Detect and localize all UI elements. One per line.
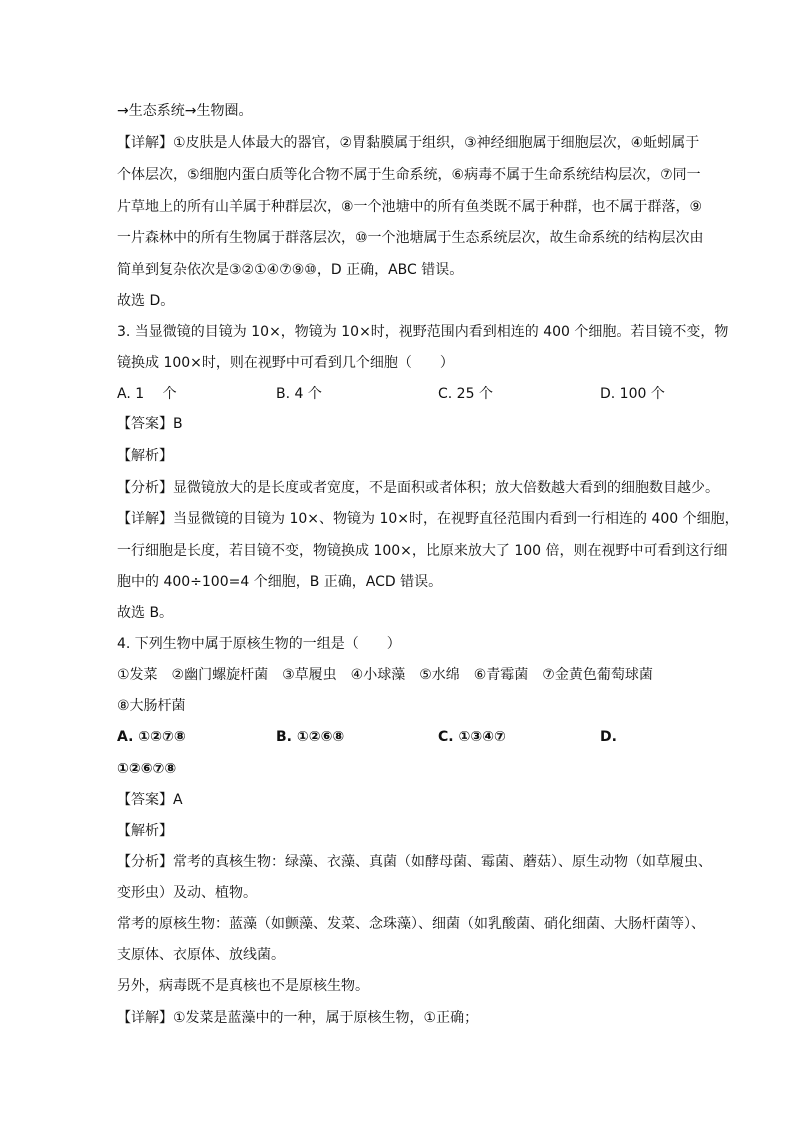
question-3-stem: 3. 当显微镜的目镜为 10×，物镜为 10×时，视野范围内看到相连的 400 个细胞。若目镜不变，物 — [117, 324, 729, 340]
answer-label: 【答案】B — [117, 416, 183, 432]
explanation-line: 片草地上的所有山羊属于种群层次，⑧一个池塘中的所有鱼类既不属于种群，也不属于群落，⑨ — [117, 199, 703, 215]
explanation-line: 个体层次，⑤细胞内蛋白质等化合物不属于生命系统，⑥病毒不属于生命系统结构层次，⑦同一 — [117, 167, 701, 183]
explanation-line: 【详解】①发菜是蓝藻中的一种，属于原核生物，①正确； — [117, 1010, 479, 1026]
analysis-text: 【分析】常考的真核生物：绿藻、衣藻、真菌（如酵母菌、霉菌、蘑菇）、原生动物（如草履虫、 — [117, 854, 712, 870]
q4-option-b: B. ①②⑥⑧ — [276, 729, 345, 745]
question-4-stem: 4. 下列生物中属于原核生物的一组是（ ） — [117, 636, 401, 652]
paragraph-line: →生态系统→生物圈。 — [117, 103, 253, 119]
selection-line: 故选 D。 — [117, 293, 175, 309]
question-3-stem: 镜换成 100×时，则在视野中可看到几个细胞（ ） — [117, 355, 454, 371]
explanation-line: 【详解】当显微镜的目镜为 10×、物镜为 10×时，在视野直径范围内看到一行相连的 400 个细胞， — [117, 511, 739, 527]
explanation-line: 胞中的 400÷100=4 个细胞，B 正确，ACD 错误。 — [117, 574, 443, 590]
analysis-text: 另外，病毒既不是真核也不是原核生物。 — [117, 978, 369, 994]
q3-option-c: C. 25 个 — [438, 386, 493, 402]
analysis-text: 支原体、衣原体、放线菌。 — [117, 947, 285, 963]
analysis-heading: 【解析】 — [117, 448, 173, 464]
q3-option-a: A. 1 个 — [117, 386, 177, 402]
analysis-text: 常考的原核生物：蓝藻（如颤藻、发菜、念珠藻）、细菌（如乳酸菌、硝化细菌、大肠杆菌等）、 — [117, 916, 705, 932]
q4-items: ⑧大肠杆菌 — [117, 698, 186, 714]
q4-option-a: A. ①②⑦⑧ — [117, 729, 186, 745]
analysis-text: 变形虫）及动、植物。 — [117, 885, 257, 901]
analysis-heading: 【解析】 — [117, 823, 173, 839]
explanation-line: 一片森林中的所有生物属于群落层次，⑩一个池塘属于生态系统层次，故生命系统的结构层次由 — [117, 230, 704, 246]
q4-option-c: C. ①③④⑦ — [438, 729, 506, 745]
explanation-line: 【详解】①皮肤是人体最大的器官，②胃黏膜属于组织，③神经细胞属于细胞层次，④蚯蚓属于 — [117, 135, 700, 151]
explanation-line: 简单到复杂依次是③②①④⑦⑨⑩，D 正确，ABC 错误。 — [117, 262, 464, 278]
q3-option-b: B. 4 个 — [276, 386, 322, 402]
selection-line: 故选 B。 — [117, 605, 174, 621]
q4-items: ①发菜 ②幽门螺旋杆菌 ③草履虫 ④小球藻 ⑤水绵 ⑥青霉菌 ⑦金黄色葡萄球菌 — [117, 667, 653, 683]
q4-option-d: D. — [600, 729, 617, 745]
explanation-line: 一行细胞是长度，若目镜不变，物镜换成 100×，比原来放大了 100 倍，则在视野中可看到这行细 — [117, 543, 728, 559]
analysis-text: 【分析】显微镜放大的是长度或者宽度，不是面积或者体积；放大倍数越大看到的细胞数目越少。 — [117, 480, 719, 496]
q3-option-d: D. 100 个 — [600, 386, 665, 402]
q4-option-d-value: ①②⑥⑦⑧ — [117, 761, 177, 777]
answer-label: 【答案】A — [117, 792, 183, 808]
